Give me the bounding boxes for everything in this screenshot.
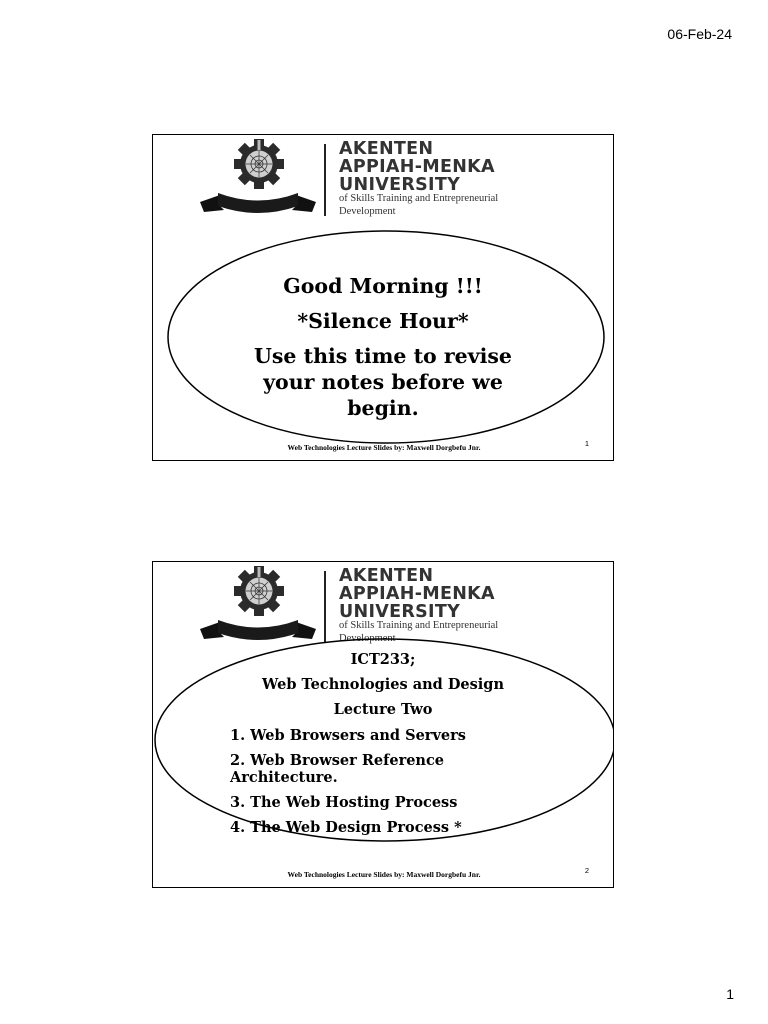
university-name-line: UNIVERSITY [339,175,461,195]
topic-item: 1. Web Browsers and Servers [230,727,466,744]
university-name-line: UNIVERSITY [339,602,461,622]
university-name-line: AKENTEN [339,566,434,586]
slide-1-message [243,273,523,430]
page-number: 1 [726,986,734,1002]
topic-item: 4. The Web Design Process * [230,819,462,836]
tagline-line: of Skills Training and Entrepreneurial [339,620,499,631]
revise-notes-text: Use this time to revise your notes before we begin. [254,344,512,420]
tagline-line: of Skills Training and Entrepreneurial [339,193,499,204]
slide-footer: Web Technologies Lecture Slides by: Maxwell Dorgbefu Jnr. [287,870,481,879]
tagline-line: Development [339,205,396,217]
course-title: Web Technologies and Design [262,676,504,693]
lecture-number: Lecture Two [333,701,433,718]
university-name-line: AKENTEN [339,139,434,159]
slide-number: 1 [584,439,589,448]
topic-item: 2. Web Browser Reference Architecture. [230,752,445,786]
page-date: 06-Feb-24 [667,26,732,42]
university-name-line: APPIAH-MENKA [339,584,495,604]
slide-footer: Web Technologies Lecture Slides by: Maxwell Dorgbefu Jnr. [287,443,481,452]
university-name-line: APPIAH-MENKA [339,157,495,177]
topic-item: 3. The Web Hosting Process [230,794,458,811]
slide-2 [152,561,614,888]
course-heading [213,651,553,726]
greeting-text: Good Morning !!! [283,274,483,298]
tagline-line: Development [339,632,396,644]
silence-hour-text: *Silence Hour* [297,309,469,333]
slide-number: 2 [584,866,589,875]
course-code: ICT233; [350,651,416,668]
slide-1 [152,134,614,461]
lecture-topics-list [230,727,520,844]
